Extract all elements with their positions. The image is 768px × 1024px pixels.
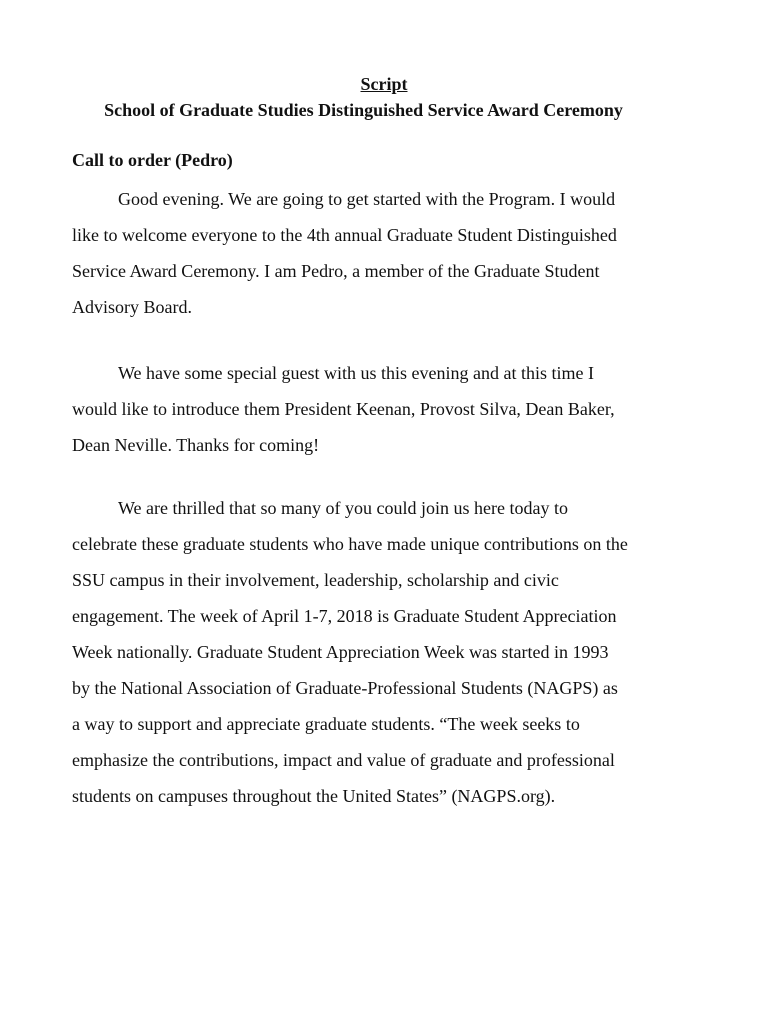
paragraph-appreciation-week	[72, 490, 702, 814]
paragraph-line: Advisory Board.	[72, 297, 192, 317]
document-title: School of Graduate Studies Distinguished Service Award Ceremony	[104, 100, 623, 120]
document-label: Script	[360, 74, 408, 94]
paragraph-line: We have some special guest with us this evening and at this time I	[118, 363, 594, 383]
paragraph-line: Dean Neville. Thanks for coming!	[72, 435, 320, 455]
paragraph-line: celebrate these graduate students who have made unique contributions on the	[72, 534, 628, 554]
paragraph-line: Good evening. We are going to get started with the Program. I would	[118, 189, 616, 209]
paragraph-line: like to welcome everyone to the 4th annual Graduate Student Distinguished	[72, 225, 617, 245]
paragraph-guests	[72, 355, 702, 463]
paragraph-line: students on campuses throughout the United States” (NAGPS.org).	[72, 786, 556, 806]
paragraph-line: would like to introduce them President Keenan, Provost Silva, Dean Baker,	[72, 399, 615, 419]
paragraph-line: Week nationally. Graduate Student Appreciation Week was started in 1993	[72, 642, 609, 662]
paragraph-line: SSU campus in their involvement, leadership, scholarship and civic	[72, 570, 559, 590]
paragraph-line: emphasize the contributions, impact and value of graduate and professional	[72, 750, 615, 770]
paragraph-line: We are thrilled that so many of you could join us here today to	[118, 498, 568, 518]
paragraph-line: by the National Association of Graduate-Professional Students (NAGPS) as	[72, 678, 618, 698]
section-heading: Call to order (Pedro)	[72, 150, 233, 170]
paragraph-line: Service Award Ceremony. I am Pedro, a member of the Graduate Student	[72, 261, 600, 281]
paragraph-welcome	[72, 181, 702, 325]
paragraph-line: a way to support and appreciate graduate students. “The week seeks to	[72, 714, 580, 734]
paragraph-line: engagement. The week of April 1-7, 2018 is Graduate Student Appreciation	[72, 606, 617, 626]
